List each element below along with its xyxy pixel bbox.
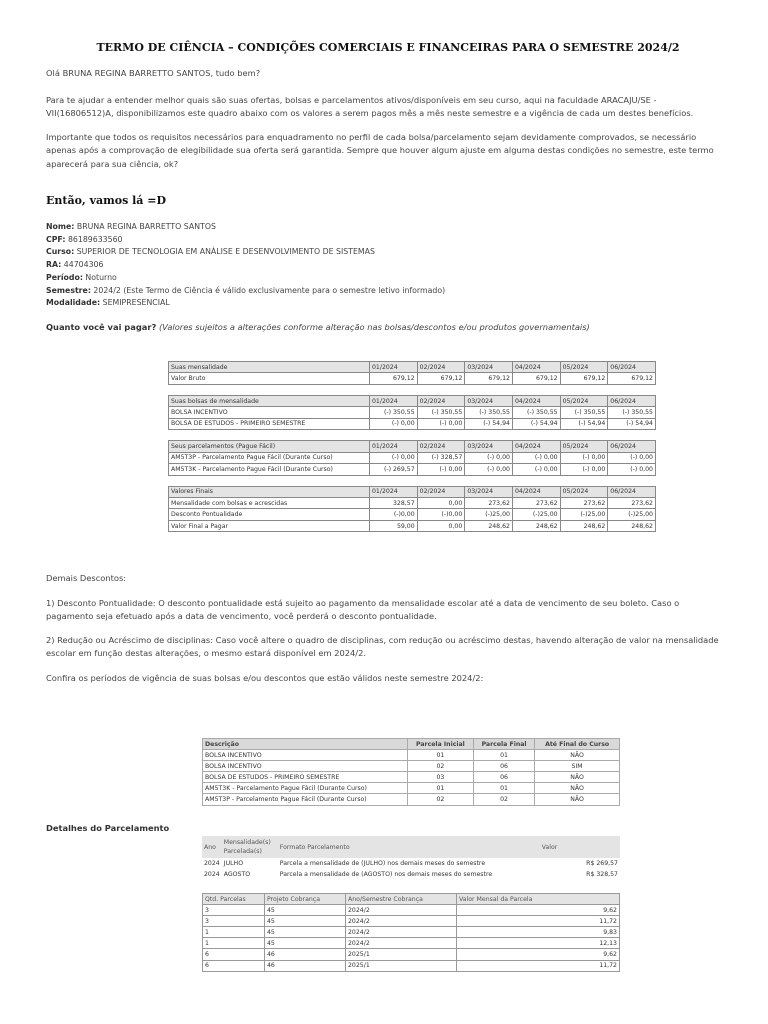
value-cell: (-)25,00 — [608, 509, 656, 520]
value-cell: 273,62 — [465, 498, 513, 509]
month-header-cell: 04/2024 — [512, 395, 560, 406]
table-header-cell: Parcela Inicial — [407, 739, 473, 750]
table-header-row — [169, 395, 656, 406]
value-cell: 679,12 — [560, 373, 608, 384]
info-value: Noturno — [85, 272, 117, 282]
month-header-cell: 02/2024 — [417, 362, 465, 373]
table-header-row — [169, 486, 656, 497]
table-spacer-row — [169, 384, 656, 395]
value-cell: 248,62 — [560, 520, 608, 531]
table-cell: NÃO — [535, 794, 620, 805]
row-label: Valor Bruto — [169, 373, 370, 384]
table-header-row — [169, 441, 656, 452]
spacer-cell — [465, 430, 513, 441]
greeting-suffix: , tudo bem? — [210, 68, 261, 78]
table-row — [169, 373, 656, 384]
table-row — [169, 418, 656, 429]
validity-intro: Confira os períodos de vigência de suas bolsas e/ou descontos que estão válidos neste semestre 2024/2: — [46, 673, 484, 683]
intro-paragraph-1 — [46, 94, 730, 121]
month-header-cell: 01/2024 — [370, 486, 418, 497]
value-cell: (-) 269,57 — [370, 464, 418, 475]
intro-line: aparecerá para sua ciência, ok? — [46, 158, 179, 169]
table-cell: 02 — [407, 761, 473, 772]
info-label: Período: — [46, 272, 83, 282]
spacer-cell — [370, 430, 418, 441]
table-cell: 1 — [203, 938, 265, 949]
value-cell: (-) 54,94 — [465, 418, 513, 429]
value-cell: (-) 54,94 — [560, 418, 608, 429]
table-cell: 9,83 — [457, 927, 620, 938]
table-row — [203, 927, 620, 938]
payment-question-label: Quanto você vai pagar? — [46, 322, 157, 332]
row-label: AM5T3P - Parcelamento Pague Fácil (Durante Curso) — [169, 452, 370, 463]
row-label: BOLSA INCENTIVO — [169, 407, 370, 418]
table-row — [203, 905, 620, 916]
spacer-cell — [370, 475, 418, 486]
info-label: Semestre: — [46, 285, 91, 295]
month-header-cell: 06/2024 — [608, 486, 656, 497]
value-cell: 679,12 — [370, 373, 418, 384]
page-title: TERMO DE CIÊNCIA – CONDIÇÕES COMERCIAIS E FINANCEIRAS PARA O SEMESTRE 2024/2 — [96, 41, 680, 54]
spacer-cell — [169, 384, 370, 395]
table-cell: 12,13 — [457, 938, 620, 949]
row-label: BOLSA DE ESTUDOS - PRIMEIRO SEMESTRE — [169, 418, 370, 429]
table-cell: 2024 — [204, 860, 220, 867]
table-header-cell: Suas bolsas de mensalidade — [169, 395, 370, 406]
installment-quantity-table — [202, 893, 620, 972]
value-cell: (-) 0,00 — [417, 464, 465, 475]
spacer-cell — [608, 475, 656, 486]
table-row — [203, 783, 620, 794]
table-header-cell: Valores Finais — [169, 486, 370, 497]
value-cell: (-)25,00 — [465, 509, 513, 520]
value-cell: 679,12 — [512, 373, 560, 384]
table-cell: 06 — [473, 772, 534, 783]
table-row — [169, 464, 656, 475]
discount-item-1 — [46, 597, 730, 624]
table-row — [169, 520, 656, 531]
month-header-cell: 03/2024 — [465, 441, 513, 452]
spacer-cell — [417, 430, 465, 441]
info-ra — [46, 259, 445, 272]
month-header-cell: 03/2024 — [465, 362, 513, 373]
value-cell: (-) 0,00 — [417, 418, 465, 429]
value-cell: 273,62 — [560, 498, 608, 509]
table-cell: BOLSA INCENTIVO — [203, 761, 408, 772]
table-cell: 01 — [473, 750, 534, 761]
intro-line: Importante que todos os requisitos necessários para enquadramento no perfil de cada bolsa/parcelamento sejam devidamente comprovados, se necessário — [46, 132, 697, 142]
value-cell: (-)0,00 — [417, 509, 465, 520]
info-value: BRUNA REGINA BARRETTO SANTOS — [76, 222, 216, 231]
table-cell: 45 — [265, 938, 346, 949]
value-cell: (-)25,00 — [512, 509, 560, 520]
table-header-cell: Seus parcelamentos (Pague Fácil) — [169, 441, 370, 452]
table-header-row — [202, 836, 620, 858]
table-cell: 2024/2 — [346, 938, 457, 949]
discount-line: pagamento seja efetuado após a data de vencimento, você perderá o desconto pontualidade. — [46, 611, 437, 622]
table-cell: 9,62 — [457, 905, 620, 916]
table-row — [203, 949, 620, 960]
table-cell: 01 — [407, 783, 473, 794]
value-cell: (-) 0,00 — [465, 452, 513, 463]
spacer-cell — [512, 475, 560, 486]
validity-table — [202, 738, 620, 806]
payment-question-note: (Valores sujeitos a alterações conforme alteração nas bolsas/descontos e/ou produtos governamentais) — [158, 322, 590, 332]
greeting-prefix: Olá — [46, 68, 63, 78]
info-curso — [46, 246, 445, 259]
table-cell: 9,62 — [457, 949, 620, 960]
value-cell: 0,00 — [417, 520, 465, 531]
section-heading: Então, vamos lá =D — [46, 194, 166, 207]
table-spacer-row — [169, 475, 656, 486]
table-header-cell: Descrição — [203, 739, 408, 750]
discount-line: 1) Desconto Pontualidade: O desconto pontualidade está sujeito ao pagamento da mensalidade escolar até a data de vencimento de seu boleto. Caso o — [46, 598, 680, 608]
table-row — [202, 869, 620, 880]
table-cell: 01 — [473, 783, 534, 794]
month-header-cell: 02/2024 — [417, 395, 465, 406]
table-cell: R$ 269,57 — [586, 860, 618, 867]
table-header-cell: Até Final do Curso — [535, 739, 620, 750]
row-label: AM5T3K - Parcelamento Pague Fácil (Durante Curso) — [169, 464, 370, 475]
table-row — [169, 498, 656, 509]
spacer-cell — [512, 384, 560, 395]
value-cell: 679,12 — [608, 373, 656, 384]
table-cell: 2024/2 — [346, 916, 457, 927]
month-header-cell: 05/2024 — [560, 441, 608, 452]
table-header-cell: Ano — [202, 836, 222, 858]
table-cell: 2024/2 — [346, 927, 457, 938]
info-label: CPF: — [46, 234, 66, 244]
table-cell: 3 — [203, 916, 265, 927]
table-cell: 45 — [265, 916, 346, 927]
info-value: 86189633560 — [67, 234, 123, 244]
value-cell: (-)25,00 — [560, 509, 608, 520]
month-header-cell: 01/2024 — [370, 362, 418, 373]
value-cell: 248,62 — [512, 520, 560, 531]
installment-details-title: Detalhes do Parcelamento — [46, 823, 170, 833]
month-header-cell: 02/2024 — [417, 441, 465, 452]
value-cell: (-)0,00 — [370, 509, 418, 520]
spacer-cell — [512, 430, 560, 441]
table-cell: AGOSTO — [223, 871, 251, 878]
info-nome — [46, 221, 445, 234]
value-cell: 0,00 — [417, 498, 465, 509]
table-header-cell: Valor Mensal da Parcela — [457, 894, 620, 905]
table-cell: Parcela a mensalidade de (JULHO) nos demais meses do semestre — [279, 860, 486, 867]
table-cell: 45 — [265, 905, 346, 916]
value-cell: (-) 350,55 — [608, 407, 656, 418]
spacer-cell — [169, 430, 370, 441]
month-header-cell: 06/2024 — [608, 441, 656, 452]
table-cell: NÃO — [535, 772, 620, 783]
greeting — [46, 67, 730, 80]
table-cell: BOLSA DE ESTUDOS - PRIMEIRO SEMESTRE — [203, 772, 408, 783]
table-cell: NÃO — [535, 783, 620, 794]
table-cell: 02 — [407, 794, 473, 805]
row-label: Mensalidade com bolsas e acrescidas — [169, 498, 370, 509]
discount-item-2 — [46, 634, 730, 661]
intro-line: apenas após a comprovação de elegibilidade sua oferta será garantida. Sempre que houver algum ajuste em alguma destas condições no semestre, este termo — [46, 145, 714, 156]
month-header-cell: 05/2024 — [560, 486, 608, 497]
student-info — [46, 221, 445, 310]
info-value: SEMIPRESENCIAL — [102, 298, 170, 308]
table-row — [169, 407, 656, 418]
value-cell: (-) 350,55 — [512, 407, 560, 418]
info-label: RA: — [46, 260, 62, 270]
table-cell: 2025/1 — [346, 960, 457, 971]
value-cell: (-) 350,55 — [370, 407, 418, 418]
info-value: SUPERIOR DE TECNOLOGIA EM ANÁLISE E DESENVOLVIMENTO DE SISTEMAS — [76, 247, 375, 257]
month-header-cell: 02/2024 — [417, 486, 465, 497]
table-row — [202, 858, 620, 869]
spacer-cell — [560, 475, 608, 486]
value-cell: 273,62 — [608, 498, 656, 509]
info-label: Curso: — [46, 247, 75, 257]
intro-line: VII(16806512)A, disponibilizamos este quadro abaixo com os valores a serem pagos mês a mês neste semestre e a vigência de cada um destes benefícios. — [46, 108, 694, 119]
table-cell: JULHO — [223, 860, 244, 867]
table-row — [203, 960, 620, 971]
table-header-cell: Ano/Semestre Cobrança — [346, 894, 457, 905]
info-label: Nome: — [46, 222, 75, 231]
value-cell: 273,62 — [512, 498, 560, 509]
table-cell: 2024/2 — [346, 905, 457, 916]
month-header-cell: 06/2024 — [608, 362, 656, 373]
month-header-cell: 05/2024 — [560, 395, 608, 406]
spacer-cell — [608, 430, 656, 441]
spacer-cell — [465, 384, 513, 395]
value-cell: 328,57 — [370, 498, 418, 509]
month-header-cell: 01/2024 — [370, 441, 418, 452]
value-cell: (-) 0,00 — [512, 464, 560, 475]
table-row — [203, 750, 620, 761]
table-row — [169, 509, 656, 520]
table-row — [169, 452, 656, 463]
spacer-cell — [465, 475, 513, 486]
table-header-row — [169, 362, 656, 373]
value-cell: (-) 0,00 — [608, 464, 656, 475]
value-cell: 679,12 — [465, 373, 513, 384]
value-cell: (-) 54,94 — [512, 418, 560, 429]
table-cell: 1 — [203, 927, 265, 938]
financial-table — [168, 361, 656, 532]
value-cell: (-) 0,00 — [560, 452, 608, 463]
info-periodo — [46, 272, 445, 285]
table-cell: 2025/1 — [346, 949, 457, 960]
table-cell: AM5T3K - Parcelamento Pague Fácil (Durante Curso) — [203, 783, 408, 794]
value-cell: (-) 0,00 — [370, 418, 418, 429]
row-label: Desconto Pontualidade — [169, 509, 370, 520]
table-cell: Parcela a mensalidade de (AGOSTO) nos demais meses do semestre — [279, 871, 493, 878]
table-cell: 2024 — [204, 871, 220, 878]
table-row — [203, 761, 620, 772]
table-cell: 03 — [407, 772, 473, 783]
payment-question — [46, 322, 590, 332]
value-cell: 59,00 — [370, 520, 418, 531]
month-header-cell: 03/2024 — [465, 395, 513, 406]
month-header-cell: 03/2024 — [465, 486, 513, 497]
table-header-cell: Parcela Final — [473, 739, 534, 750]
month-header-cell: 04/2024 — [512, 441, 560, 452]
value-cell: (-) 54,94 — [608, 418, 656, 429]
table-cell: 11,72 — [457, 916, 620, 927]
intro-line: Para te ajudar a entender melhor quais são suas ofertas, bolsas e parcelamentos ativos/disponíveis em seu curso, aqui na faculdade ARACAJU/SE - — [46, 95, 657, 105]
table-cell: 11,72 — [457, 960, 620, 971]
value-cell: (-) 0,00 — [608, 452, 656, 463]
info-semestre — [46, 285, 445, 298]
table-spacer-row — [169, 430, 656, 441]
table-header-cell: Qtd. Parcelas — [203, 894, 265, 905]
value-cell: (-) 350,55 — [560, 407, 608, 418]
value-cell: (-) 0,00 — [512, 452, 560, 463]
value-cell: (-) 0,00 — [370, 452, 418, 463]
table-cell: SIM — [535, 761, 620, 772]
month-header-cell: 05/2024 — [560, 362, 608, 373]
table-row — [203, 938, 620, 949]
row-label: Valor Final a Pagar — [169, 520, 370, 531]
table-cell: 01 — [407, 750, 473, 761]
spacer-cell — [560, 430, 608, 441]
table-cell: 45 — [265, 927, 346, 938]
table-cell: BOLSA INCENTIVO — [203, 750, 408, 761]
spacer-cell — [370, 384, 418, 395]
spacer-cell — [560, 384, 608, 395]
info-modalidade — [46, 297, 445, 310]
greeting-name: BRUNA REGINA BARRETTO SANTOS — [62, 68, 211, 78]
table-row — [203, 772, 620, 783]
info-value: 2024/2 (Este Termo de Ciência é válido exclusivamente para o semestre letivo informado) — [93, 285, 446, 295]
discount-line: escolar em função destas alterações, o mesmo estará disponível em 2024/2. — [46, 648, 367, 659]
table-header-cell: Formato Parcelamento — [278, 836, 532, 858]
table-cell: 46 — [265, 960, 346, 971]
info-cpf — [46, 234, 445, 247]
table-cell: 06 — [473, 761, 534, 772]
table-cell: R$ 328,57 — [586, 871, 618, 878]
table-header-cell: Projeto Cobrança — [265, 894, 346, 905]
intro-paragraph-2 — [46, 131, 730, 171]
value-cell: (-) 350,55 — [417, 407, 465, 418]
table-cell: 46 — [265, 949, 346, 960]
month-header-cell: 06/2024 — [608, 395, 656, 406]
table-header-cell: Mensalidade(s) Parcelada(s) — [222, 836, 278, 858]
spacer-cell — [417, 475, 465, 486]
value-cell: (-) 350,55 — [465, 407, 513, 418]
value-cell: (-) 0,00 — [560, 464, 608, 475]
table-cell: 3 — [203, 905, 265, 916]
info-value: 44704306 — [63, 260, 104, 270]
month-header-cell: 01/2024 — [370, 395, 418, 406]
table-cell: 6 — [203, 949, 265, 960]
other-discounts-title: Demais Descontos: — [46, 573, 127, 583]
month-header-cell: 04/2024 — [512, 486, 560, 497]
spacer-cell — [608, 384, 656, 395]
table-cell: NÃO — [535, 750, 620, 761]
installment-details-table — [202, 836, 620, 880]
spacer-cell — [417, 384, 465, 395]
value-cell: 248,62 — [608, 520, 656, 531]
value-cell: 248,62 — [465, 520, 513, 531]
table-cell: AM5T3P - Parcelamento Pague Fácil (Durante Curso) — [203, 794, 408, 805]
value-cell: (-) 328,57 — [417, 452, 465, 463]
discount-line: 2) Redução ou Acréscimo de disciplinas: Caso você altere o quadro de disciplinas, com redução ou acréscimo destas, havendo alteração de valor na mensalidade — [46, 635, 719, 645]
info-label: Modalidade: — [46, 298, 101, 308]
table-header-cell: Valor — [532, 836, 620, 858]
table-row — [203, 794, 620, 805]
table-header-row — [203, 894, 620, 905]
table-header-row — [203, 739, 620, 750]
table-cell: 02 — [473, 794, 534, 805]
value-cell: 679,12 — [417, 373, 465, 384]
month-header-cell: 04/2024 — [512, 362, 560, 373]
table-header-cell: Suas mensalidade — [169, 362, 370, 373]
table-row — [203, 916, 620, 927]
value-cell: (-) 0,00 — [465, 464, 513, 475]
table-cell: 6 — [203, 960, 265, 971]
spacer-cell — [169, 475, 370, 486]
